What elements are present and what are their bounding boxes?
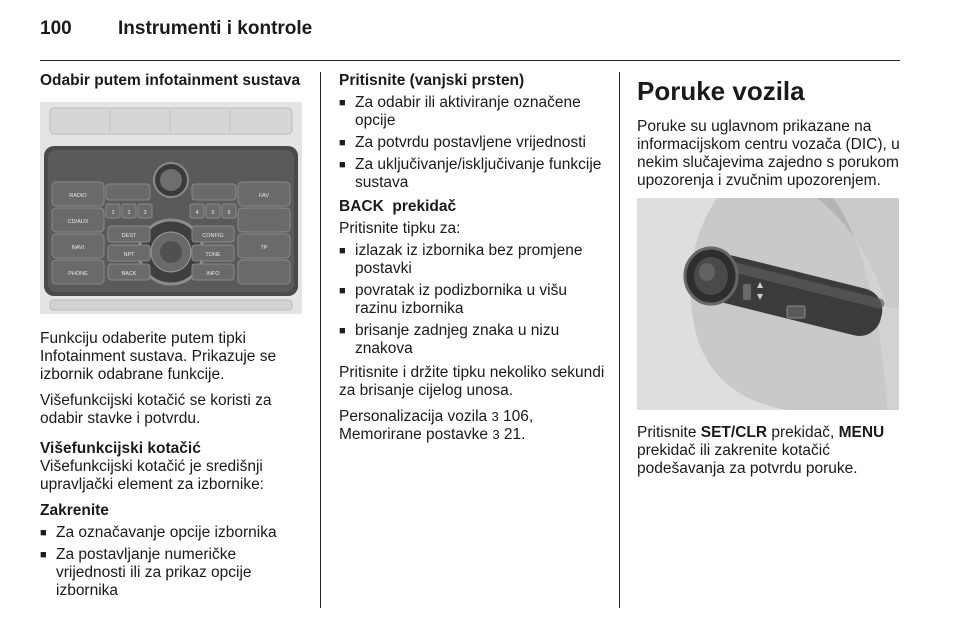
list-item: ■ Za odabir ili aktiviranje označene opcije	[339, 94, 581, 129]
subheading: Zakrenite	[40, 502, 109, 519]
svg-text:BACK: BACK	[121, 271, 137, 277]
svg-text:TONE: TONE	[205, 252, 221, 258]
column-right	[637, 72, 901, 486]
section-title: Poruke vozila	[637, 76, 805, 106]
paragraph: Funkciju odaberite putem tipki Infotainment sustava. Prikazuje se izbornik odabrane funkcije.	[40, 330, 277, 383]
svg-text:PHONE: PHONE	[68, 271, 88, 277]
svg-text:DEST: DEST	[121, 233, 137, 239]
list-item: ■ izlazak iz izbornika bez promjene postavki	[339, 242, 583, 277]
column-divider	[320, 72, 321, 608]
button-name: SET/CLR	[700, 424, 768, 441]
page-reference-icon: 3	[492, 427, 500, 442]
svg-text:NAVI: NAVI	[71, 245, 85, 251]
svg-text:TP: TP	[260, 245, 268, 251]
list-item: ■ Za potvrdu postavljene vrijednosti	[339, 134, 586, 151]
svg-text:4: 4	[195, 210, 199, 216]
list-item: ■ brisanje zadnjeg znaka u nizu znakova	[339, 322, 560, 357]
svg-text:1: 1	[111, 210, 115, 216]
column-middle	[339, 72, 609, 452]
subheading: Pritisnite (vanjski prsten)	[339, 72, 525, 89]
header-rule	[40, 60, 900, 61]
paragraph: Pritisnite i držite tipku nekoliko sekundi za brisanje cijelog unosa.	[339, 364, 605, 399]
running-title: Instrumenti i kontrole	[118, 18, 313, 39]
cross-reference: Memorirane postavke 3 21.	[339, 426, 526, 443]
svg-text:3: 3	[143, 210, 147, 216]
svg-text:5: 5	[211, 210, 215, 216]
svg-text:CONFIG: CONFIG	[202, 233, 224, 239]
bullet-list	[339, 242, 609, 358]
paragraph: Pritisnite SET/CLR prekidač, MENU prekidač ili zakrenite kotačić podešavanja za potvrdu poruke.	[637, 424, 885, 477]
paragraph: Poruke su uglavnom prikazane na informacijskom centru vozača (DIC), u nekim slučajevima zajedno s porukom upozorenja i zvučnim upozorenjem.	[637, 118, 900, 189]
svg-text:NPT: NPT	[123, 252, 135, 258]
list-item: ■ povratak iz podizbornika u višu razinu izbornika	[339, 282, 567, 317]
svg-text:INFO: INFO	[206, 271, 220, 277]
svg-text:FAV: FAV	[259, 193, 269, 199]
svg-text:2: 2	[127, 210, 131, 216]
cross-reference: Personalizacija vozila 3 106,	[339, 408, 534, 425]
list-item: ■ Za postavljanje numeričke vrijednosti ili za prikaz opcije izbornika	[40, 546, 252, 599]
page-header	[40, 18, 900, 48]
subheading: BACK prekidač	[339, 198, 457, 215]
svg-text:RADIO: RADIO	[69, 193, 87, 199]
paragraph: Višefunkcijski kotačić je središnji upravljački element za izbornike:	[40, 458, 264, 493]
svg-text:CD/AUX: CD/AUX	[67, 219, 89, 225]
paragraph: Pritisnite tipku za:	[339, 220, 461, 237]
button-name: MENU	[838, 424, 885, 441]
page-number: 100	[40, 18, 72, 39]
page-reference-icon: 3	[491, 409, 499, 424]
list-item: ■ Za označavanje opcije izbornika	[40, 524, 277, 541]
infotainment-panel-figure	[40, 102, 302, 314]
subheading: Višefunkcijski kotačić	[40, 440, 201, 457]
svg-text:6: 6	[227, 210, 231, 216]
list-item: ■ Za uključivanje/isključivanje funkcije sustava	[339, 156, 602, 191]
bullet-list	[339, 94, 609, 192]
section-heading: Odabir putem infotainment sustava	[40, 72, 301, 89]
paragraph: Višefunkcijski kotačić se koristi za odabir stavke i potvrdu.	[40, 392, 272, 427]
column-left	[40, 72, 304, 606]
steering-column-stalk-figure	[637, 198, 899, 410]
bullet-list	[40, 524, 304, 600]
column-divider	[619, 72, 620, 608]
